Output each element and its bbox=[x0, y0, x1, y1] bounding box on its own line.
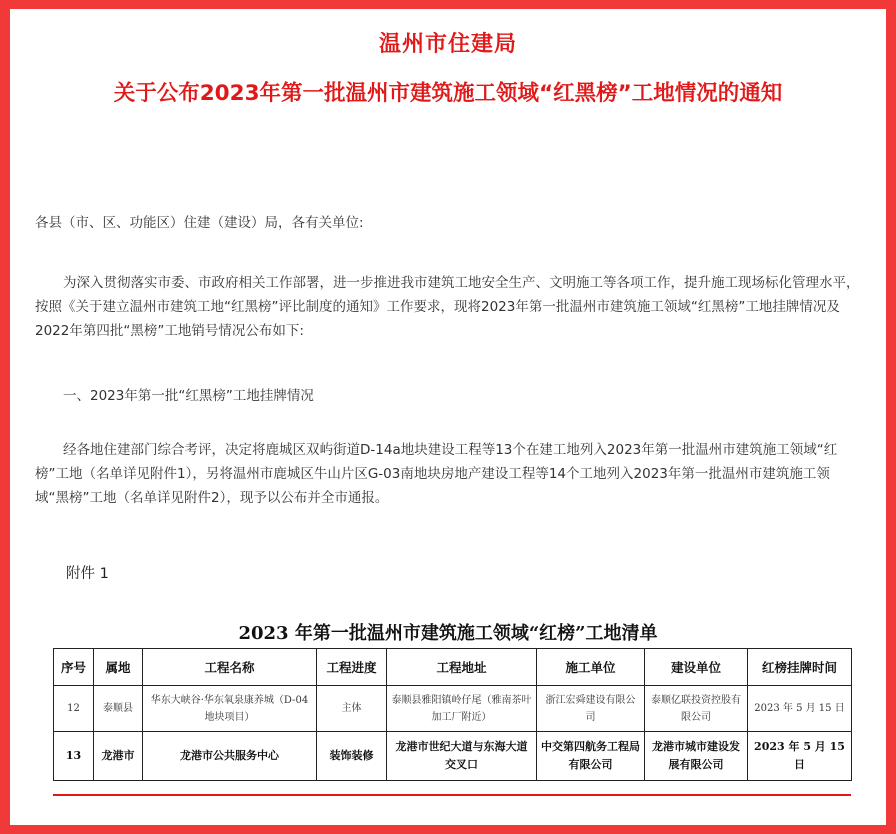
table-cell: 中交第四航务工程局有限公司 bbox=[537, 732, 645, 781]
salutation: 各县（市、区、功能区）住建（建设）局，各有关单位: bbox=[35, 215, 364, 231]
table-cell: 龙港市城市建设发展有限公司 bbox=[645, 732, 748, 781]
col-header: 属地 bbox=[94, 649, 143, 686]
col-header: 工程名称 bbox=[143, 649, 317, 686]
list-title: 2023 年第一批温州市建筑施工领域“红榜”工地清单 bbox=[238, 623, 658, 644]
table-cell: 2023 年 5 月 15 日 bbox=[748, 732, 852, 781]
table-row bbox=[54, 686, 852, 732]
highlight-rule bbox=[53, 794, 851, 796]
section-heading-1: 一、2023年第一批“红黑榜”工地挂牌情况 bbox=[63, 388, 314, 404]
table-cell: 浙江宏舜建设有限公司 bbox=[537, 686, 645, 732]
col-header: 建设单位 bbox=[645, 649, 748, 686]
notice-title: 关于公布2023年第一批温州市建筑施工领域“红黑榜”工地情况的通知 bbox=[113, 81, 783, 106]
red-list-table bbox=[53, 648, 852, 781]
table-cell: 2023 年 5 月 15 日 bbox=[748, 686, 852, 732]
table-cell: 华东大峡谷·华东氧泉康养城（D-04 地块项目） bbox=[143, 686, 317, 732]
paragraph-decision: 经各地住建部门综合考评，决定将鹿城区双屿街道D-14a地块建设工程等13个在建工地列入2023年第一批温州市建筑施工领域“红榜”工地（名单详见附件1），另将温州市鹿城区牛山片区G-03南地块房地产建设工程等14个工地列入2023年第一批温州市建筑施工领域“黑榜”工地（名单详见附件2），现予以公布并全市通报。 bbox=[35, 442, 838, 506]
table-cell: 主体 bbox=[317, 686, 387, 732]
col-header: 工程地址 bbox=[387, 649, 537, 686]
table-cell: 13 bbox=[54, 732, 94, 781]
document-page bbox=[10, 9, 886, 825]
table-cell: 装饰装修 bbox=[317, 732, 387, 781]
table-cell: 龙港市世纪大道与东海大道交叉口 bbox=[387, 732, 537, 781]
table-cell: 龙港市 bbox=[94, 732, 143, 781]
table-cell: 12 bbox=[54, 686, 94, 732]
col-header: 施工单位 bbox=[537, 649, 645, 686]
issuing-org: 温州市住建局 bbox=[378, 32, 517, 57]
table-cell: 泰顺县雅阳镇岭仔尾（雅南茶叶加工厂附近） bbox=[387, 686, 537, 732]
table-header-row bbox=[54, 649, 852, 686]
attachment-label: 附件 1 bbox=[66, 566, 109, 582]
table-row bbox=[54, 732, 852, 781]
col-header: 红榜挂牌时间 bbox=[748, 649, 852, 686]
col-header: 序号 bbox=[54, 649, 94, 686]
table-cell: 龙港市公共服务中心 bbox=[143, 732, 317, 781]
table-cell: 泰顺县 bbox=[94, 686, 143, 732]
paragraph-intro: 为深入贯彻落实市委、市政府相关工作部署，进一步推进我市建筑工地安全生产、文明施工等各项工作，提升施工现场标化管理水平，按照《关于建立温州市建筑工地“红黑榜”评比制度的通知》工作要求，现将2023年第一批温州市建筑施工领域“红黑榜”工地挂牌情况及2022年第四批“黑榜”工地销号情况公布如下: bbox=[35, 275, 860, 339]
table-cell: 泰顺亿联投资控股有限公司 bbox=[645, 686, 748, 732]
col-header: 工程进度 bbox=[317, 649, 387, 686]
